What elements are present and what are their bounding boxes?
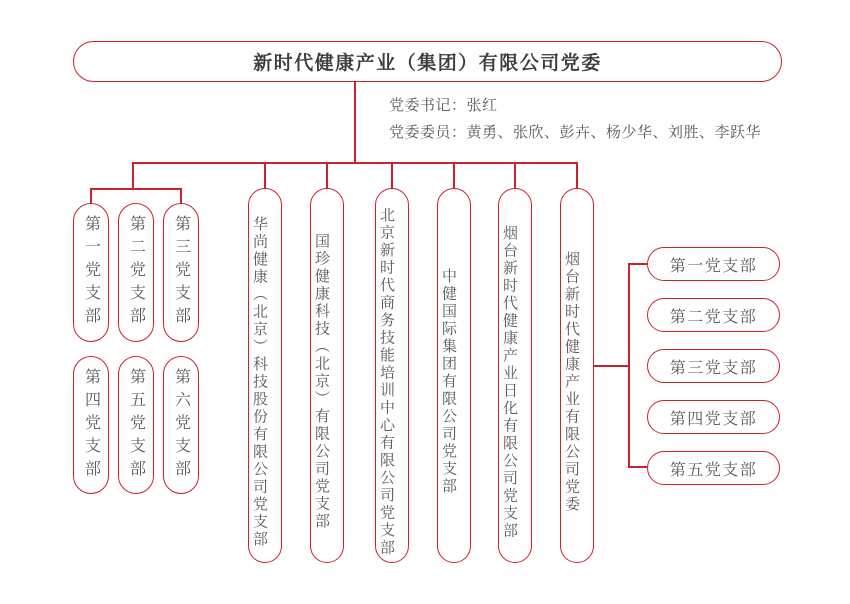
connector-root-drop bbox=[354, 82, 356, 163]
branch-label: 第五党支部 bbox=[669, 461, 758, 479]
branch-label: 第二党支部 bbox=[127, 215, 145, 330]
leadership-note bbox=[389, 92, 761, 146]
connector-drop-left-group bbox=[132, 162, 134, 189]
org-node-company-yantai-committee bbox=[560, 188, 594, 563]
branch-label: 第四党支部 bbox=[669, 410, 758, 428]
connector-yantai-feed bbox=[594, 365, 629, 367]
connector-yantai-rail bbox=[628, 263, 630, 468]
branch-label: 第一党支部 bbox=[82, 215, 100, 330]
org-node-branch-1 bbox=[73, 203, 109, 342]
branch-label: 第六党支部 bbox=[172, 367, 190, 483]
connector-left-bracket-stub-first bbox=[90, 188, 92, 204]
org-node-yantai-branch-3 bbox=[647, 349, 780, 383]
org-node-company-beijing-training bbox=[375, 188, 409, 563]
connector-main-rail bbox=[132, 162, 578, 164]
connector-drop-company-1 bbox=[326, 162, 328, 189]
org-node-group-party-committee bbox=[73, 41, 782, 82]
connector-left-bracket bbox=[90, 188, 181, 190]
org-node-company-yantai-daily bbox=[498, 188, 532, 563]
company-label: 中健国际集团有限公司党支部 bbox=[440, 268, 457, 496]
branch-label: 第五党支部 bbox=[127, 367, 145, 483]
secretary-line: 党委书记：张红 bbox=[389, 97, 498, 114]
org-node-branch-5 bbox=[118, 356, 154, 494]
org-node-branch-6 bbox=[163, 356, 199, 494]
org-node-yantai-branch-4 bbox=[647, 400, 780, 434]
connector-drop-company-0 bbox=[264, 162, 266, 189]
root-node-title: 新时代健康产业（集团）有限公司党委 bbox=[253, 53, 602, 74]
branch-label: 第四党支部 bbox=[82, 367, 100, 483]
branch-label: 第三党支部 bbox=[172, 215, 190, 330]
company-label: 北京新时代商务技能培训中心有限公司党支部 bbox=[378, 207, 395, 557]
org-node-branch-4 bbox=[73, 356, 109, 494]
org-node-company-huashang bbox=[248, 188, 282, 563]
branch-label: 第三党支部 bbox=[669, 359, 758, 377]
connector-left-bracket-stub-last bbox=[180, 188, 182, 204]
org-node-company-zhongjian bbox=[437, 188, 471, 563]
company-label: 华尚健康（北京）科技股份有限公司党支部 bbox=[251, 215, 268, 549]
connector-drop-company-2 bbox=[391, 162, 393, 189]
company-label: 国珍健康科技（北京）有限公司党支部 bbox=[313, 233, 330, 531]
org-node-company-guozhen bbox=[310, 188, 344, 563]
company-label: 烟台新时代健康产业有限公司党委 bbox=[563, 250, 580, 514]
org-node-yantai-branch-1 bbox=[647, 247, 780, 281]
org-node-branch-3 bbox=[163, 203, 199, 342]
company-label: 烟台新时代健康产业日化有限公司党支部 bbox=[501, 224, 518, 540]
connector-drop-company-3 bbox=[453, 162, 455, 189]
org-node-yantai-branch-2 bbox=[647, 298, 780, 332]
branch-label: 第二党支部 bbox=[669, 308, 758, 326]
branch-label: 第一党支部 bbox=[669, 257, 758, 275]
connector-yantai-stub-bottom bbox=[628, 466, 647, 468]
members-line: 党委委员：黄勇、张欣、彭卉、杨少华、刘胜、李跃华 bbox=[389, 124, 762, 141]
org-node-yantai-branch-5 bbox=[647, 451, 780, 485]
org-node-branch-2 bbox=[118, 203, 154, 342]
connector-drop-company-5 bbox=[576, 162, 578, 189]
connector-yantai-stub-top bbox=[628, 263, 647, 265]
connector-drop-company-4 bbox=[514, 162, 516, 189]
